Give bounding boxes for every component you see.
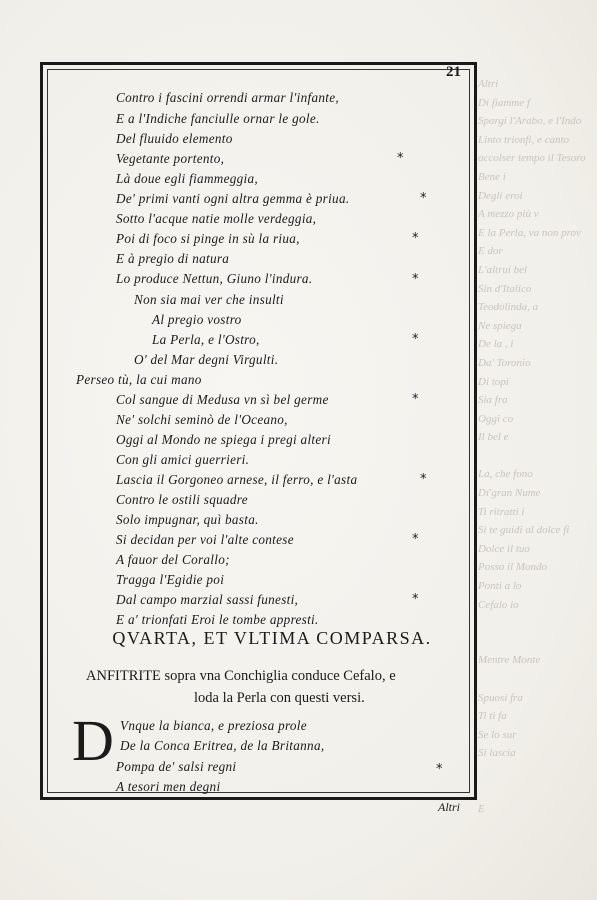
bleed-line: Posso il Mondo	[478, 561, 548, 574]
bleed-line: Sin d'Italico	[478, 282, 532, 295]
verse-line: Al pregio vostro	[152, 312, 242, 327]
verse-line: E a' trionfati Eroi le tombe appresti.	[116, 612, 319, 627]
verse-line: Si decidan per voi l'alte contese	[116, 532, 294, 547]
verse-line: Poi di foco si pinge in sù la riua,	[116, 231, 300, 246]
bleed-line: Dolce il tuo	[478, 542, 530, 555]
asterisk-marker: *	[412, 592, 419, 607]
bleed-line: Da' Toronio	[478, 356, 531, 369]
intro-line: ANFITRITE sopra vna Conchiglia conduce Cefalo, e	[86, 668, 396, 684]
verse-line: De' primi vanti ogni altra gemma è priua.	[116, 191, 350, 206]
verse-line: Contro i fascini orrendi armar l'infante,	[116, 90, 339, 105]
bleed-line: Il bel e	[478, 431, 509, 444]
bleed-line: Si te guidi al dolce fi	[478, 524, 570, 537]
bleed-line: Di topi	[478, 375, 509, 388]
bleed-line: Ne spiega	[478, 319, 522, 332]
bleed-line	[478, 617, 596, 636]
asterisk-marker: *	[397, 151, 404, 166]
verse-line: Del fluuido elemento	[116, 131, 233, 146]
bleed-line: Spargi l'Arabo, e l'Indo	[478, 115, 582, 128]
bleed-line: E la Perla, va non prov	[478, 226, 581, 239]
verse-line: Contro le ostili squadre	[116, 492, 248, 507]
verse-line: E à pregio di natura	[116, 251, 230, 266]
bleed-line: Degli eroi	[478, 189, 523, 202]
verse-line: Dal campo marzial sassi funesti,	[116, 592, 299, 607]
bleed-line: Ponti a lo	[478, 580, 522, 593]
bleed-line	[478, 766, 596, 785]
bleed-line: Cefalo io	[478, 598, 519, 611]
drop-cap: D	[72, 708, 114, 773]
asterisk-marker: *	[412, 332, 419, 347]
verse-line: La Perla, e l'Ostro,	[152, 332, 260, 347]
verse-line: Lascia il Gorgoneo arnese, il ferro, e l'asta	[116, 472, 358, 487]
asterisk-marker: *	[420, 191, 427, 206]
bleed-line: L'altrui bel	[478, 263, 528, 276]
bleed-through-text	[478, 78, 596, 818]
bleed-line: Mentre Monte	[478, 654, 541, 667]
bleed-line: Altri	[478, 78, 499, 90]
bleed-line: Bene i	[478, 170, 506, 183]
bleed-line: E	[478, 803, 485, 816]
verse-line: Vnque la bianca, e preziosa prole	[120, 718, 307, 733]
asterisk-marker: *	[412, 392, 419, 407]
bleed-line: Linto trionfi, e canto	[478, 133, 570, 146]
bleed-line: Ti ti fa	[478, 710, 507, 723]
bleed-line: Se lo sur	[478, 728, 517, 741]
bleed-line: accolser tempo il Tesoro	[478, 152, 586, 165]
verse-line: Là doue egli fiammeggia,	[116, 171, 258, 186]
bleed-line: Spuosi fra	[478, 691, 523, 704]
asterisk-marker: *	[412, 231, 419, 246]
bleed-line: Ti ritratti i	[478, 505, 525, 518]
bleed-line	[478, 785, 596, 804]
verse-line: Solo impugnar, quì basta.	[116, 512, 259, 527]
asterisk-marker: *	[436, 762, 443, 777]
verse-line: Non sia mai ver che insulti	[134, 292, 284, 307]
verse-line: Col sangue di Medusa vn sì bel germe	[116, 392, 329, 407]
verse-line: De la Conca Eritrea, de la Britanna,	[120, 738, 325, 753]
page-number: 21	[446, 64, 461, 80]
bleed-line: Di fiamme f	[478, 96, 530, 109]
verse-line: O' del Mar degni Virgulti.	[134, 352, 279, 367]
verse-line: A tesori men degni	[116, 779, 221, 794]
asterisk-marker: *	[420, 472, 427, 487]
bleed-line	[478, 636, 596, 655]
verse-line: Sotto l'acque natie molle verdeggia,	[116, 211, 317, 226]
bleed-line: La, che fono	[478, 468, 533, 481]
verse-line: Tragga l'Egidie poi	[116, 572, 225, 587]
verse-line: Lo produce Nettun, Giuno l'indura.	[116, 271, 313, 286]
verse-line: Oggi al Mondo ne spiega i pregi alteri	[116, 432, 331, 447]
bleed-line: E dor	[478, 245, 503, 258]
verse-line: Vegetante portento,	[116, 151, 225, 166]
bleed-line: Sia fra	[478, 394, 508, 407]
bleed-line: A mezzo più v	[478, 208, 539, 221]
verse-line: Con gli amici guerrieri.	[116, 452, 250, 467]
verse-line: A fauor del Corallo;	[116, 552, 230, 567]
verse-line: Ne' solchi seminò de l'Oceano,	[116, 412, 288, 427]
bleed-line	[478, 673, 596, 692]
verse-line: Pompa de' salsi regni	[116, 759, 237, 774]
catchword: Altri	[438, 800, 461, 814]
intro-line: loda la Perla con questi versi.	[194, 690, 365, 706]
verse-line: E a l'Indiche fanciulle ornar le gole.	[116, 111, 320, 126]
asterisk-marker: *	[412, 532, 419, 547]
bleed-line: Teodolinda, a	[478, 301, 539, 314]
bleed-line: Di'gran Nume	[478, 487, 541, 500]
asterisk-marker: *	[412, 272, 419, 287]
verse-line: Perseo tù, la cui mano	[76, 372, 202, 387]
bleed-line: De la , i	[478, 338, 514, 351]
bleed-line: Si lascia	[478, 747, 516, 760]
bleed-line: Oggi co	[478, 412, 514, 425]
section-heading: QVARTA, ET VLTIMA COMPARSA.	[112, 628, 432, 648]
bleed-line	[478, 450, 596, 469]
